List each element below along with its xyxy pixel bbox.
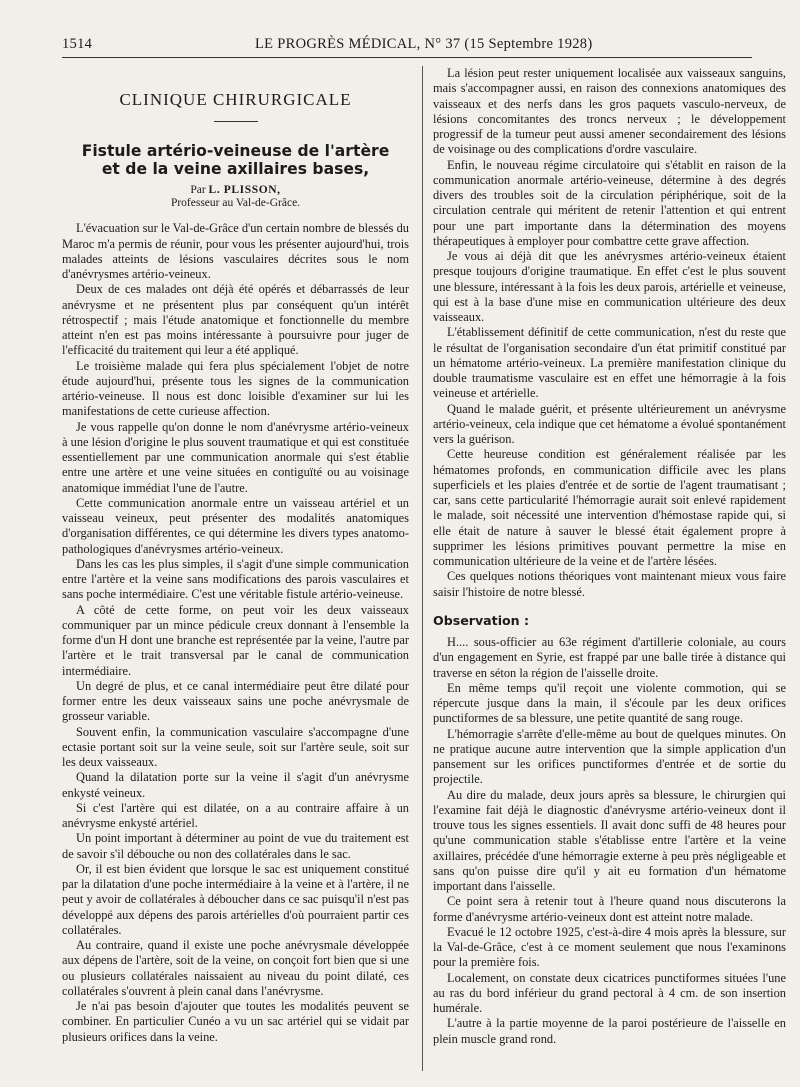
- paragraph: A côté de cette forme, on peut voir les deux vaisseaux communiquer par un mince pédicule creux donnant à l'ensemble la forme d'un H dont une branche est représentée par la veine, l'autre par l'artère et le trait transversal par le canal de communication intermédiaire.: [62, 602, 409, 678]
- paragraph: Ces quelques notions théoriques vont maintenant mieux vous faire saisir l'histoire de notre blessé.: [433, 569, 786, 599]
- right-body-top: [433, 66, 786, 600]
- byline: [62, 184, 409, 197]
- byline-prefix: Par: [190, 184, 209, 197]
- paragraph: Dans les cas les plus simples, il s'agit d'une simple communication entre l'artère et la veine sans modifications des parois vasculaires et sans poche intermédiaire. C'est une véritable fistule artério-veineuse.: [62, 556, 409, 602]
- paragraph: En même temps qu'il reçoit une violente commotion, qui se répercute jusque dans la main, il s'écoule par les deux orifices punctiformes de sa blessure, une petite quantité de sang rouge.: [433, 680, 786, 726]
- paragraph: Enfin, le nouveau régime circulatoire qui s'établit en raison de la communication anormale artério-veineuse, détermine à des degrés divers des troubles soit de la circulation périphérique, soit de la circulation centrale qui méritent de retenir l'attention et qui entrent pour une part importante dans la détermination des moyens thérapeutiques à employer pour combattre cette grave affection.: [433, 157, 786, 248]
- paragraph: Un point important à déterminer au point de vue du traitement est de savoir s'il débouche ou non des collatérales dans le sac.: [62, 831, 409, 861]
- paragraph: Deux de ces malades ont déjà été opérés et débarrassés de leur anévrysme et ne présentent plus par conséquent qu'un intérêt rétrospectif ; mais l'étude anatomique et fonctionnelle du membre atteint n'en est pas moins intéressante à poursuivre pour juger de l'efficacité du traitement qui leur a été appliqué.: [62, 282, 409, 358]
- paragraph: Cette heureuse condition est généralement réalisée par les hématomes profonds, en communication difficile avec les plans superficiels et les plaies d'entrée et de sortie de l'agent traumatisant ; car, sans cette particularité l'hémorragie aurait soit enlevé rapidement le malade, soit nécessité une intervention d'hémostase rapide qui, si elle était de nature à sauver le blessé était également propre à supprimer les lésions primitives pouvant permettre la mise en communication ultérieure de la veine et de l'artère lésées.: [433, 447, 786, 568]
- paragraph: H.... sous-officier au 63e régiment d'artillerie coloniale, au cours d'un engagement en Syrie, est frappé par une balle tirée à distance qui traverse en séton la région de l'aisselle droite.: [433, 635, 786, 680]
- paragraph: Cette communication anormale entre un vaisseau artériel et un vaisseau veineux, peut présenter des modalités anatomiques d'organisation différentes, ce qui détermine les divers types anatomo-pathologiques d'anévrysmes artério-veineux.: [62, 495, 409, 556]
- journal-title: LE PROGRÈS MÉDICAL, N° 37 (15 Septembre 1928): [255, 36, 593, 52]
- paragraph: Ce point sera à retenir tout à l'heure quand nous discuterons la forme d'anévrysme artério-veineux dont est atteint notre malade.: [433, 894, 786, 924]
- paragraph: Evacué le 12 octobre 1925, c'est-à-dire 4 mois après la blessure, sur la Val-de-Grâce, c'est à ce moment seulement que nous l'examinons pour la première fois.: [433, 924, 786, 970]
- article-title-line-2: et de la veine axillaires bases,: [101, 160, 370, 179]
- paragraph: L'hémorragie s'arrête d'elle-même au bout de quelques minutes. On ne pratique aucune autre intervention que la simple application d'un pansement sur les orifices punctiformes d'entrée et de sortie du projectile.: [433, 726, 786, 787]
- paragraph: Un degré de plus, et ce canal intermédiaire peut être dilaté pour former entre les deux vaisseaux sains une poche anévrysmale de grosseur variable.: [62, 678, 409, 724]
- section-rule: [214, 121, 258, 122]
- author-affiliation: Professeur au Val-de-Grâce.: [170, 197, 301, 210]
- paragraph: L'établissement définitif de cette communication, n'est du reste que le résultat de l'organisation secondaire d'un état primitif constitué par un hématome artério-veineux. La première manifestation clinique du double traumatisme vasculaire est en effet une hémorragie à la fois veineuse et artérielle.: [433, 325, 786, 401]
- paragraph: Quand le malade guérit, et présente ultérieurement un anévrysme artério-veineux, cela indique que cet hématome a évolué spontanément vers la guérison.: [433, 401, 786, 446]
- left-column: [62, 66, 409, 1045]
- paragraph: Je vous ai déjà dit que les anévrysmes artério-veineux étaient presque toujours d'origine traumatique. En effet c'est le plus souvent une blessure, intéressant à la fois les deux parois, artérielle et veineuse, qui est à la base d'une mise en communication ultérieure des deux vaisseaux.: [433, 249, 786, 324]
- paragraph: Le troisième malade qui fera plus spécialement l'objet de notre étude aujourd'hui, présente tous les signes de la communication artério-veineuse. Il nous est donc loisible d'examiner sur lui les manifestations de cette curieuse affection.: [62, 358, 409, 419]
- paragraph: Je vous rappelle qu'on donne le nom d'anévrysme artério-veineux à une lésion d'origine le plus souvent traumatique et qui est constituée essentiellement par une communication anormale qui s'est établie entre une artère et une veine situées en contiguïté ou au voisinage anatomique immédiat l'une de l'autre.: [62, 419, 409, 495]
- observation-heading: Observation :: [433, 612, 530, 628]
- author-name: L. PLISSON,: [208, 184, 281, 197]
- paragraph: L'évacuation sur le Val-de-Grâce d'un certain nombre de blessés du Maroc m'a permis de réunir, pour vous les présenter aujourd'hui, trois malades atteints de lésions vasculaires décrites sous le nom d'anévrysmes artério-veineux.: [62, 221, 409, 281]
- paragraph: Or, il est bien évident que lorsque le sac est uniquement constitué par la dilatation d'une poche intermédiaire à la veine et à l'artère, il ne peut y avoir de collatérales à déboucher dans ce sac puisqu'il n'est pas développé aux dépens des parois artérielles d'où pourraient partir ces collatérales.: [62, 861, 409, 937]
- column-divider: [422, 66, 423, 1071]
- section-heading: CLINIQUE CHIRURGICALE: [119, 90, 352, 109]
- paragraph: Au contraire, quand il existe une poche anévrysmale développée aux dépens de l'artère, soit de la veine, on conçoit fort bien que si une ou plusieurs collatérales naissaient au niveau du point dilaté, ces collatérales s'ouvrent à plein canal dans l'anévrysme.: [62, 938, 409, 998]
- paragraph: Souvent enfin, la communication vasculaire s'accompagne d'une ectasie portant soit sur la veine seule, soit sur l'artère seule, soit sur les deux vaisseaux.: [62, 724, 409, 769]
- paragraph: La lésion peut rester uniquement localisée aux vaisseaux sanguins, mais s'accompagner aussi, en raison des connexions anatomiques des vaisseaux et des nerfs dans les gros paquets vasculo-nerveux, de lésions concomitantes des troncs nerveux ; le développement progressif de la tumeur peut aussi amener secondairement des lésions de voisinage ou des complications d'ordre vasculaire.: [433, 66, 786, 157]
- header-rule: [62, 57, 752, 58]
- page-number: 1514: [62, 36, 93, 52]
- left-body: [62, 221, 409, 1045]
- paragraph: L'autre à la partie moyenne de la paroi postérieure de l'aisselle en plein muscle grand rond.: [433, 1016, 786, 1046]
- paragraph: Je n'ai pas besoin d'ajouter que toutes les modalités peuvent se combiner. En particulier Cunéo a vu un sac artériel qui se vidait par plusieurs orifices dans la veine.: [62, 999, 409, 1044]
- paragraph: Quand la dilatation porte sur la veine il s'agit d'un anévrysme enkysté veineux.: [62, 770, 409, 800]
- running-header: [62, 30, 752, 56]
- right-body-bottom: [433, 635, 786, 1047]
- paragraph: Au dire du malade, deux jours après sa blessure, le chirurgien qui l'examine fait déjà le diagnostic d'anévrysme artério-veineux dont il trouve tous les signes essentiels. Il avait donc suffi de 48 heures pour qu'une communication stable s'établisse entre l'artère et la veine axillaires, précédée d'une hémorragie externe à peu près négligeable et sans qu'on puisse dire qu'il y ait eu formation d'un hématome important dans l'aisselle.: [433, 787, 786, 893]
- paragraph: Si c'est l'artère qui est dilatée, on a au contraire affaire à un anévrysme enkysté artériel.: [62, 800, 409, 830]
- article-title-line-1: Fistule artério-veineuse de l'artère: [81, 142, 390, 161]
- article-title: [62, 142, 409, 178]
- paragraph: Localement, on constate deux cicatrices punctiformes situées l'une au ras du bord inférieur du grand pectoral à 4 cm. de son insertion humérale.: [433, 970, 786, 1015]
- right-column: [433, 66, 786, 1047]
